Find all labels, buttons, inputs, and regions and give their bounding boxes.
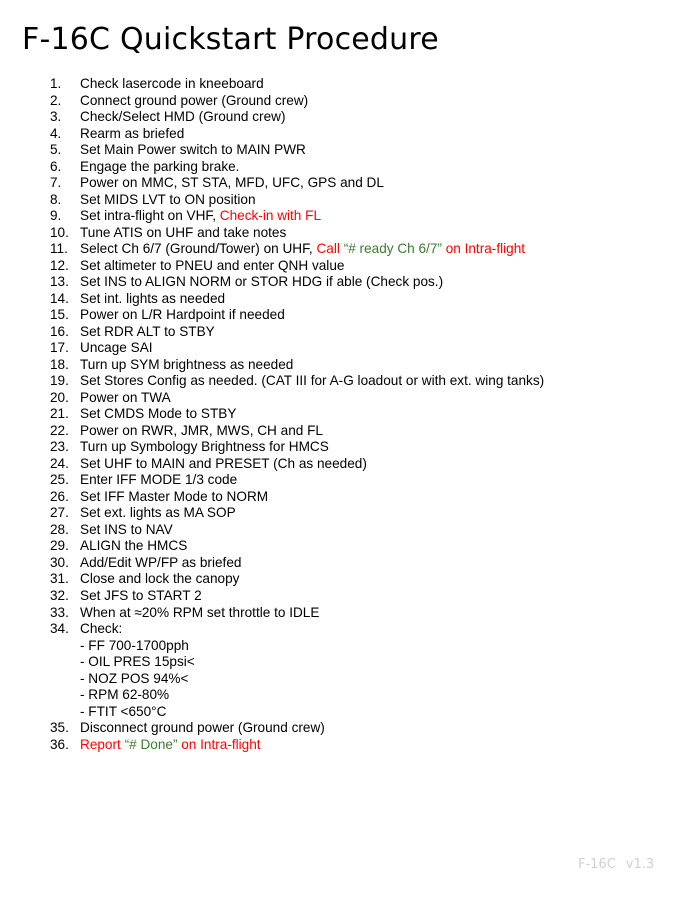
list-item	[0, 423, 677, 440]
step-text: Set JFS to START 2	[80, 587, 202, 603]
list-item	[0, 175, 677, 192]
step-number: 1.	[50, 76, 62, 91]
step-text: Check/Select HMD (Ground crew)	[80, 109, 286, 125]
step-number: 20.	[50, 389, 69, 405]
list-item	[0, 241, 677, 258]
step-text: Close and lock the canopy	[80, 571, 240, 587]
step-text: Check:	[80, 621, 123, 637]
list-item	[0, 93, 677, 110]
step-number: 9.	[50, 208, 62, 224]
list-item	[0, 324, 677, 341]
list-item	[0, 621, 677, 638]
check-sub-item	[0, 671, 677, 688]
step-number: 35.	[50, 720, 69, 736]
step-text: Engage the parking brake.	[80, 158, 240, 174]
step-text: Enter IFF MODE 1/3 code	[80, 472, 238, 488]
step-text: Set MIDS LVT to ON position	[80, 191, 256, 207]
step-number: 36.	[50, 736, 69, 752]
list-item	[0, 588, 677, 605]
step-number: 16.	[50, 323, 69, 339]
step-number: 14.	[50, 290, 69, 306]
check-sub-item	[0, 638, 677, 655]
step-text: Set Stores Config as needed. (CAT III for A-G loadout or with ext. wing tanks)	[80, 373, 545, 389]
list-item	[0, 208, 677, 225]
list-item	[0, 373, 677, 390]
list-item	[0, 192, 677, 209]
check-sub-item	[0, 704, 677, 721]
list-item	[0, 159, 677, 176]
step-text	[80, 241, 525, 258]
step-number: 31.	[50, 571, 69, 587]
list-item	[0, 571, 677, 588]
list-item	[0, 340, 677, 357]
list-item	[0, 258, 677, 275]
step-number: 8.	[50, 191, 62, 207]
radio-call-suffix: on Intra-flight	[441, 241, 526, 257]
radio-call-phrase: “# Done”	[124, 736, 178, 752]
step-number: 3.	[50, 109, 62, 125]
step-number: 27.	[50, 505, 69, 521]
step-text: Set CMDS Mode to STBY	[80, 406, 237, 422]
step-number: 15.	[50, 307, 69, 323]
step-text: Set UHF to MAIN and PRESET (Ch as needed)	[80, 455, 367, 471]
step-number: 33.	[50, 604, 69, 620]
step-number: 28.	[50, 521, 69, 537]
step-text: When at ≈20% RPM set throttle to IDLE	[80, 604, 320, 620]
step-number: 13.	[50, 274, 69, 290]
list-item	[0, 142, 677, 159]
step-text: Set INS to NAV	[80, 521, 173, 537]
footer-aircraft: F-16C	[578, 857, 616, 872]
check-sub-item	[0, 687, 677, 704]
radio-call-text: Check-in with FL	[216, 208, 322, 224]
list-item	[0, 605, 677, 622]
list-item	[0, 126, 677, 143]
step-number: 2.	[50, 92, 62, 108]
step-plain-text: Set intra-flight on VHF,	[80, 208, 216, 224]
step-text: Power on MMC, ST STA, MFD, UFC, GPS and DL	[80, 175, 384, 191]
step-text: Turn up SYM brightness as needed	[80, 356, 294, 372]
list-item	[0, 225, 677, 242]
step-number: 19.	[50, 373, 69, 389]
step-text: Add/Edit WP/FP as briefed	[80, 554, 242, 570]
step-text: Set ext. lights as MA SOP	[80, 505, 236, 521]
list-item	[0, 390, 677, 407]
list-item	[0, 76, 677, 93]
list-item	[0, 555, 677, 572]
procedure-list	[0, 76, 677, 753]
step-text: Uncage SAI	[80, 340, 153, 356]
check-item-text: - FTIT <650°C	[80, 703, 167, 719]
radio-call-phrase: “# ready Ch 6/7”	[343, 241, 442, 257]
step-text: Connect ground power (Ground crew)	[80, 92, 309, 108]
step-number: 18.	[50, 356, 69, 372]
step-text: Power on RWR, JMR, MWS, CH and FL	[80, 422, 323, 438]
step-text: Tune ATIS on UHF and take notes	[80, 224, 287, 240]
step-text: Power on L/R Hardpoint if needed	[80, 307, 285, 323]
list-item	[0, 737, 677, 754]
step-number: 22.	[50, 422, 69, 438]
step-number: 11.	[50, 241, 68, 257]
step-text: Turn up Symbology Brightness for HMCS	[80, 439, 329, 455]
step-text	[80, 208, 321, 225]
step-text: Set RDR ALT to STBY	[80, 323, 215, 339]
step-text: Set IFF Master Mode to NORM	[80, 488, 269, 504]
list-item	[0, 291, 677, 308]
step-number: 29.	[50, 538, 69, 554]
list-item	[0, 406, 677, 423]
step-number: 12.	[50, 257, 69, 273]
list-item	[0, 439, 677, 456]
step-text: Set int. lights as needed	[80, 290, 226, 306]
step-text: Power on TWA	[80, 389, 171, 405]
radio-call-prefix: Report	[80, 736, 125, 752]
radio-call-prefix: Call	[312, 241, 344, 257]
list-item	[0, 505, 677, 522]
step-number: 23.	[50, 439, 69, 455]
step-text: Set altimeter to PNEU and enter QNH value	[80, 257, 345, 273]
list-item	[0, 357, 677, 374]
list-item	[0, 538, 677, 555]
step-text: Disconnect ground power (Ground crew)	[80, 720, 325, 736]
list-item	[0, 720, 677, 737]
check-item-text: - FF 700-1700pph	[80, 637, 189, 653]
step-text: Rearm as briefed	[80, 125, 185, 141]
check-item-text: - RPM 62-80%	[80, 687, 170, 703]
step-number: 6.	[50, 158, 62, 174]
footer-version: v1.3	[625, 857, 655, 872]
step-number: 5.	[50, 142, 62, 158]
step-number: 25.	[50, 472, 69, 488]
step-text: Set Main Power switch to MAIN PWR	[80, 142, 306, 158]
step-number: 24.	[50, 455, 69, 471]
version-footer	[578, 857, 654, 872]
step-number: 7.	[50, 175, 62, 191]
list-item	[0, 307, 677, 324]
step-text: ALIGN the HMCS	[80, 538, 188, 554]
step-number: 4.	[50, 125, 62, 141]
check-sub-item	[0, 654, 677, 671]
list-item	[0, 472, 677, 489]
step-number: 10.	[50, 224, 69, 240]
step-number: 17.	[50, 340, 69, 356]
step-number: 26.	[50, 488, 69, 504]
page-title: F-16C Quickstart Procedure	[22, 22, 439, 57]
step-number: 30.	[50, 554, 69, 570]
step-text: Check lasercode in kneeboard	[80, 76, 264, 91]
check-item-text: - NOZ POS 94%<	[80, 670, 189, 686]
step-text: Set INS to ALIGN NORM or STOR HDG if able (Check pos.)	[80, 274, 444, 290]
list-item	[0, 456, 677, 473]
step-number: 34.	[50, 621, 69, 637]
list-item	[0, 522, 677, 539]
step-plain-text: Select Ch 6/7 (Ground/Tower) on UHF,	[80, 241, 313, 257]
check-item-text: - OIL PRES 15psi<	[80, 654, 195, 670]
step-number: 21.	[50, 406, 69, 422]
list-item	[0, 109, 677, 126]
list-item	[0, 274, 677, 291]
radio-call-suffix: on Intra-flight	[177, 736, 261, 752]
step-number: 32.	[50, 587, 69, 603]
step-text	[80, 737, 261, 754]
list-item	[0, 489, 677, 506]
